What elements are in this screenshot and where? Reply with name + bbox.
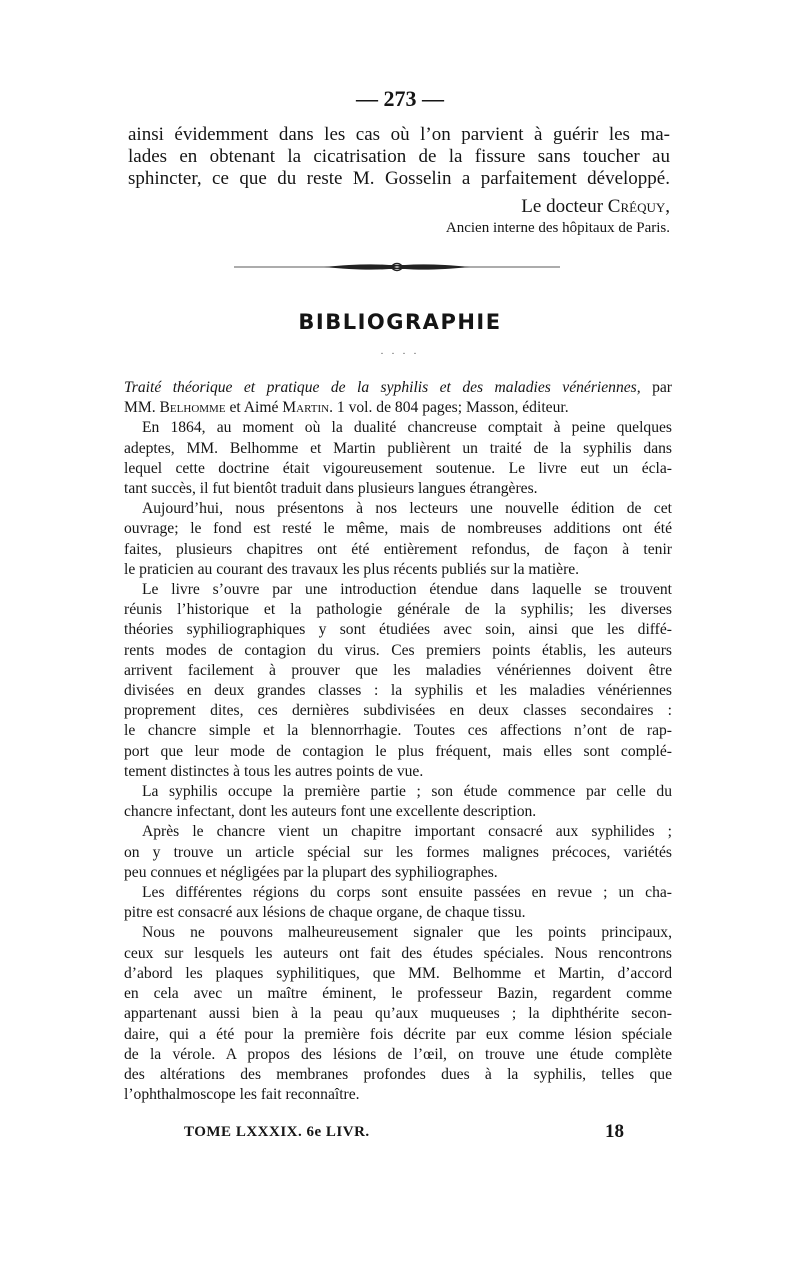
text-line: Aujourd’hui, nous présentons à nos lecteurs une nouvelle édition de cet — [142, 500, 672, 518]
paragraph-6 — [124, 883, 672, 923]
text-line: on y trouve un article spécial sur les formes malignes précoces, variétés — [124, 843, 672, 861]
text-line: de la vérole. A propos des lésions de l’œil, on trouve une étude complète — [124, 1045, 672, 1063]
section-title: BIBLIOGRAPHIE — [298, 310, 502, 334]
text-line: des altérations des membranes profondes dues à la syphilis, telles que — [124, 1065, 672, 1083]
paragraph-7 — [124, 923, 672, 1105]
text-line: appartenant aussi bien à la peau qu’aux muqueuses ; la diphthérite secon- — [124, 1005, 672, 1023]
signature-title: Ancien interne des hôpitaux de Paris. — [445, 220, 670, 236]
author-belhomme: Belhomme — [159, 399, 226, 417]
book-title-line: Traité théorique et pratique de la syphilis et des maladies vénériennes, par — [124, 379, 672, 396]
signature-name-line — [0, 196, 800, 218]
text-line: d’abord les plaques syphilitiques, que MM. Belhomme et Martin, d’accord — [124, 964, 672, 982]
text-line: tant succès, il fut bientôt traduit dans plusieurs langues étrangères. — [124, 480, 538, 498]
text-line: divisées en deux grandes classes : la syphilis et les maladies vénériennes — [124, 682, 672, 700]
text-line: tement distinctes à tous les autres points de vue. — [124, 762, 424, 780]
book-title: Traité théorique et pratique de la syphilis et des maladies vénériennes, — [124, 379, 641, 396]
paragraph-3 — [124, 580, 672, 782]
volume-info: TOME LXXXIX. 6e LIVR. — [184, 1124, 370, 1140]
text-line: ceux sur lesquels les auteurs ont fait des études spéciales. Nous rencontrons — [124, 944, 672, 962]
ornamental-rule — [234, 260, 560, 274]
text-line: port que leur mode de contagion le plus fréquent, mais elles sont complé- — [124, 742, 672, 760]
text-line: en cela avec un maître éminent, le professeur Bazin, regardent comme — [124, 985, 672, 1003]
continued-text — [128, 124, 670, 190]
signature-name: Créquy, — [607, 196, 670, 217]
signature-mark: 18 — [605, 1121, 624, 1142]
text-line: proprement dites, ces dernières subdivisées en deux classes secondaires : — [124, 702, 672, 720]
text-line: réunis l’historique et la pathologie générale de la syphilis; les diverses — [124, 601, 672, 619]
paragraph-5 — [124, 822, 672, 883]
text-line: Les différentes régions du corps sont ensuite passées en revue ; un cha- — [142, 884, 672, 902]
text-line: sphincter, ce que du reste M. Gosselin a parfaitement développé. — [128, 168, 670, 189]
text-line: Le livre s’ouvre par une introduction étendue dans laquelle se trouvent — [142, 581, 672, 599]
signature-prefix: Le docteur — [521, 196, 608, 217]
text-line: La syphilis occupe la première partie ; son étude commence par celle du — [142, 783, 672, 801]
text-line: faites, plusieurs chapitres ont été entièrement refondus, de façon à tenir — [124, 540, 672, 558]
text-line: pitre est consacré aux lésions de chaque organe, de chaque tissu. — [124, 904, 526, 922]
text-line: lequel cette doctrine était vigoureusement soutenue. Le livre eut un écla- — [124, 459, 672, 477]
authors-line: MM. Belhomme et Aimé Martin. 1 vol. de 804 pages; Masson, éditeur. — [124, 399, 569, 417]
text-line: ouvrage; le fond est resté le même, mais de nombreuses additions ont été — [124, 520, 672, 538]
text-line: ainsi évidemment dans les cas où l’on parvient à guérir les ma- — [128, 124, 670, 145]
text-line: l’ophthalmoscope les fait reconnaître. — [124, 1086, 360, 1104]
text-line: lades en obtenant la cicatrisation de la fissure sans toucher au — [128, 146, 670, 167]
text-line: rents modes de contagion du virus. Ces premiers points établis, les auteurs — [124, 641, 672, 659]
paragraph-4 — [124, 782, 672, 822]
page-number: — 273 — — [356, 86, 444, 111]
text-line: le chancre simple et la blennorrhagie. Toutes ces affections n’ont de rap- — [124, 722, 672, 740]
review-body — [124, 378, 672, 1105]
text-line: le praticien au courant des travaux les plus récents publiés sur la matière. — [124, 560, 580, 578]
text-line: Nous ne pouvons malheureusement signaler que les points principaux, — [142, 924, 672, 942]
text-line: En 1864, au moment où la dualité chancreuse comptait à peine quelques — [142, 419, 672, 437]
text-line: Après le chancre vient un chapitre important consacré aux syphilides ; — [142, 823, 672, 841]
paragraph-1 — [124, 418, 672, 499]
text-line: daire, qui a été pour la première fois décrite par eux comme lésion spéciale — [124, 1025, 672, 1043]
text-line: adeptes, MM. Belhomme et Martin publièrent un traité de la syphilis dans — [124, 439, 672, 457]
text-line: théories syphiliographiques y sont étudiées avec soin, ainsi que les diffé- — [124, 621, 672, 639]
text-line: chancre infectant, dont les auteurs font une excellente description. — [124, 803, 537, 821]
paragraph-2 — [124, 499, 672, 580]
text-line: peu connues et négligées par la plupart des syphiliographes. — [124, 863, 498, 881]
section-dots: . . . . — [380, 346, 420, 357]
text-line: arrivent facilement à prouver que les maladies vénériennes doivent être — [124, 661, 672, 679]
author-martin: Martin — [282, 399, 330, 417]
